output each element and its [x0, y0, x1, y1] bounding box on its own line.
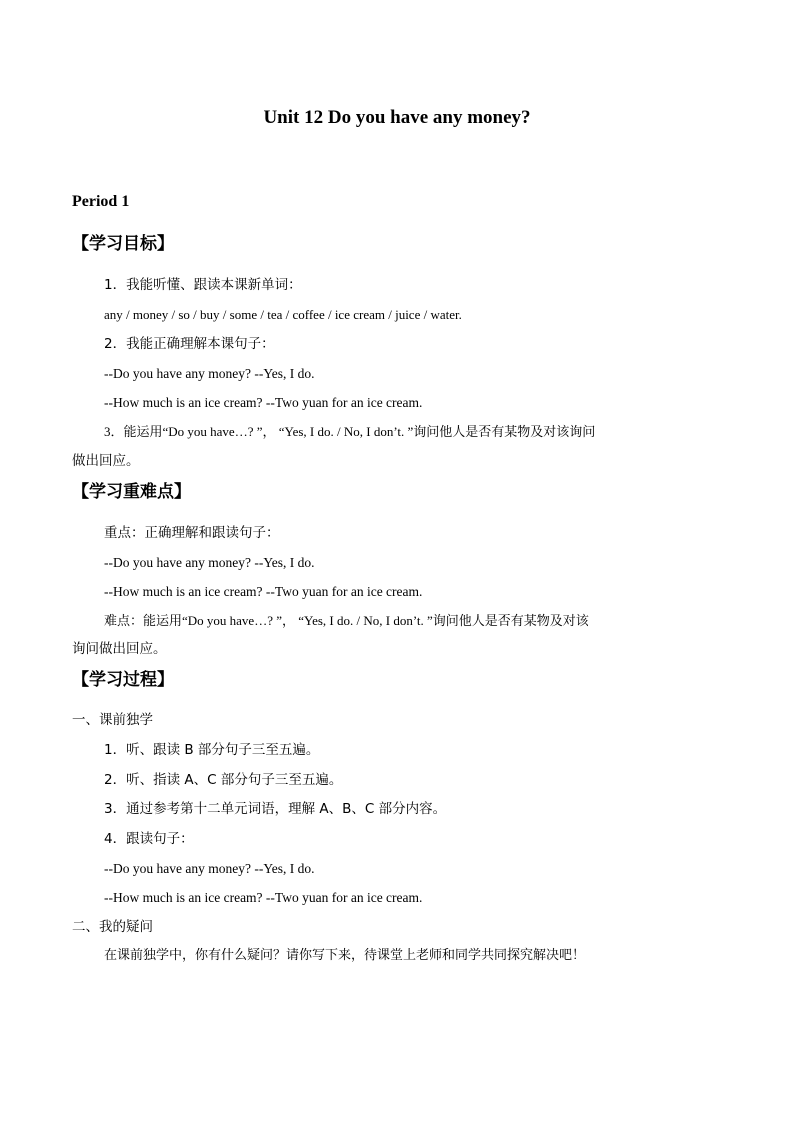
goals-heading: 【学习目标】	[72, 234, 174, 254]
process-heading: 【学习过程】	[72, 670, 174, 690]
goals-item-3-line-2: 做出回应。	[72, 453, 140, 469]
process-step-1: 1．听、跟读 B 部分句子三至五遍。	[104, 742, 320, 758]
process-subheading-2: 二、我的疑问	[72, 919, 153, 935]
process-step-2: 2．听、指读 A、C 部分句子三至五遍。	[104, 772, 343, 788]
keypoint-sentence-2: --How much is an ice cream? --Two yuan for an ice cream.	[104, 584, 423, 599]
keypoint-sentence-1: --Do you have any money? --Yes, I do.	[104, 555, 315, 570]
page-title: Unit 12 Do you have any money?	[263, 107, 531, 128]
process-sentence-1: --Do you have any money? --Yes, I do.	[104, 861, 315, 876]
process-sentence-2: --How much is an ice cream? --Two yuan for an ice cream.	[104, 890, 423, 905]
goals-sentence-1: --Do you have any money? --Yes, I do.	[104, 366, 315, 381]
keypoint-label: 重点：正确理解和跟读句子：	[104, 525, 280, 541]
process-step-4: 4．跟读句子：	[104, 831, 194, 847]
keypoints-heading: 【学习重难点】	[72, 482, 191, 502]
question-prompt: 在课前独学中，你有什么疑问？请你写下来，待课堂上老师和同学共同探究解决吧！	[104, 948, 586, 963]
difficulty-line-1: 难点：能运用“Do you have…? ”， “Yes, I do. / No, I don’t. ”询问他人是否有某物及对该	[104, 613, 589, 628]
goals-item-3-line-1: 3．能运用“Do you have…? ”， “Yes, I do. / No, I don’t. ”询问他人是否有某物及对该询问	[104, 424, 596, 439]
goals-item-2: 2．我能正确理解本课句子：	[104, 336, 275, 352]
process-step-3: 3．通过参考第十二单元词语，理解 A、B、C 部分内容。	[104, 801, 447, 817]
period-heading: Period 1	[72, 193, 130, 210]
process-subheading-1: 一、课前独学	[72, 712, 153, 728]
goals-sentence-2: --How much is an ice cream? --Two yuan for an ice cream.	[104, 395, 423, 410]
difficulty-line-2: 询问做出回应。	[72, 641, 167, 657]
vocabulary-list: any / money / so / buy / some / tea / coffee / ice cream / juice / water.	[104, 307, 462, 322]
goals-item-1: 1．我能听懂、跟读本课新单词：	[104, 277, 302, 293]
